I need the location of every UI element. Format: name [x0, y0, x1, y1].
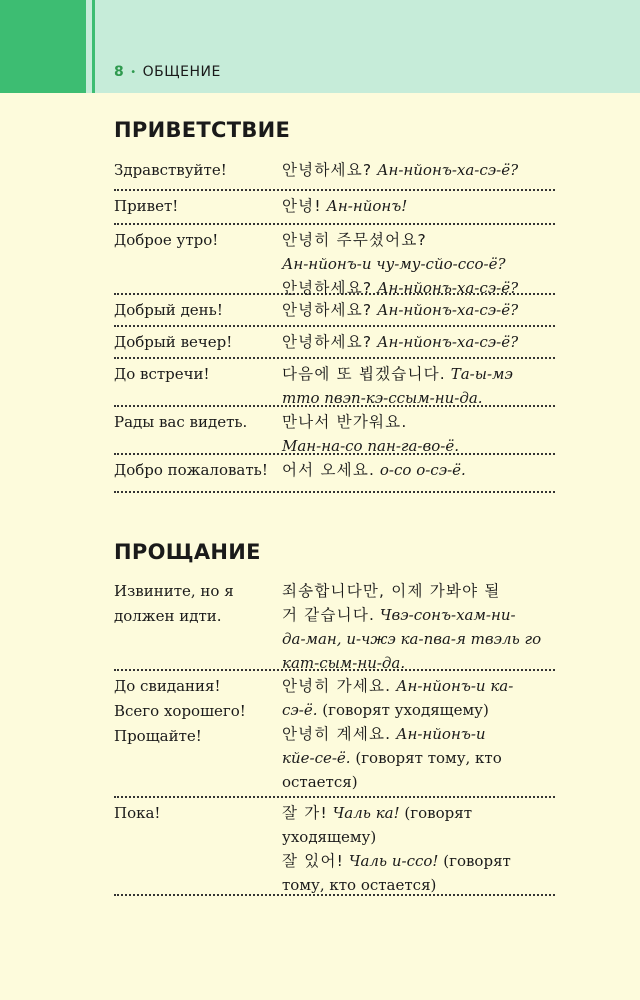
phrase-row	[114, 407, 555, 455]
phrase-row	[114, 191, 555, 225]
korean-text: 안녕히 계세요.	[282, 725, 392, 743]
phrase-row	[114, 295, 555, 327]
korean-translation	[282, 576, 555, 672]
korean-text: 다음에 또 뵙겠습니다.	[282, 365, 446, 383]
korean-text: 거 같습니다.	[282, 606, 376, 624]
usage-note: (говорят уходящему)	[322, 701, 489, 719]
russian-phrase-line: Извините, но я	[114, 582, 234, 600]
korean-translation	[282, 671, 555, 796]
transliteration: Ан-нйонъ!	[326, 197, 408, 215]
translation-line	[282, 771, 555, 793]
transliteration: Чаль ка!	[332, 804, 400, 822]
farewell-phrase-table	[114, 576, 555, 896]
phrase-row	[114, 798, 555, 896]
korean-translation	[282, 155, 555, 189]
korean-text: 잘 있어!	[282, 852, 345, 870]
russian-phrase: Добро пожаловать!	[114, 461, 268, 479]
translation-line	[282, 435, 555, 457]
usage-note: тому, кто остается)	[282, 876, 437, 894]
translation-line	[282, 363, 555, 385]
russian-phrase	[114, 671, 282, 796]
russian-phrase-line: Прощайте!	[114, 727, 202, 745]
korean-translation	[282, 191, 555, 223]
translation-line	[282, 580, 555, 602]
russian-phrase: Привет!	[114, 197, 179, 215]
russian-phrase	[114, 798, 282, 894]
transliteration: тто пвэп-кэ-ссым-ни-да.	[282, 389, 483, 407]
korean-text: 잘 가!	[282, 804, 328, 822]
korean-translation	[282, 327, 555, 357]
usage-note: (говорят тому, кто	[355, 749, 502, 767]
korean-text: 안녕히 주무셨어요?	[282, 231, 427, 249]
korean-translation	[282, 407, 555, 453]
transliteration: Ан-нйонъ-и	[396, 725, 486, 743]
korean-text: 어서 오세요.	[282, 461, 376, 479]
phrase-row	[114, 359, 555, 407]
russian-phrase-line: Пока!	[114, 804, 161, 822]
russian-phrase	[114, 576, 282, 669]
russian-phrase-line: должен идти.	[114, 607, 222, 625]
translation-line	[282, 195, 555, 217]
phrase-row	[114, 225, 555, 295]
translation-line	[282, 411, 555, 433]
russian-phrase: Рады вас видеть.	[114, 413, 248, 431]
translation-line	[282, 299, 555, 321]
transliteration: сэ-ё.	[282, 701, 318, 719]
korean-text: 안녕하세요?	[282, 301, 373, 319]
usage-note: (говорят	[404, 804, 472, 822]
phrase-row	[114, 327, 555, 359]
russian-phrase-line: До свидания!	[114, 677, 221, 695]
transliteration: кйе-се-ё.	[282, 749, 351, 767]
page-header	[0, 0, 640, 93]
russian-phrase: Доброе утро!	[114, 231, 219, 249]
korean-translation	[282, 295, 555, 325]
korean-translation	[282, 225, 555, 297]
korean-text: 죄송합니다만, 이제 가봐야 될	[282, 582, 501, 600]
korean-text: 안녕하세요?	[282, 333, 373, 351]
transliteration: Та-ы-мэ	[450, 365, 513, 383]
header-green-block	[0, 0, 86, 93]
transliteration: Ан-нйонъ-и чу-му-сйо-ссо-ё?	[282, 255, 506, 273]
translation-line	[282, 331, 555, 353]
korean-text: 안녕하세요?	[282, 161, 373, 179]
korean-translation	[282, 455, 555, 491]
korean-text: 만나서 반가워요.	[282, 413, 408, 431]
translation-line	[282, 826, 555, 848]
russian-phrase: Добрый день!	[114, 301, 223, 319]
translation-line	[282, 387, 555, 409]
translation-line	[282, 628, 555, 650]
translation-line	[282, 675, 555, 697]
transliteration: Ан-нйонъ-ха-сэ-ё?	[377, 333, 519, 351]
translation-line	[282, 459, 555, 481]
transliteration: Ан-нйонъ-ха-сэ-ё?	[377, 161, 519, 179]
transliteration: Чаль и-ссо!	[348, 852, 439, 870]
transliteration: Ан-нйонъ-и ка-	[396, 677, 514, 695]
translation-line	[282, 229, 555, 251]
russian-phrase: Добрый вечер!	[114, 333, 233, 351]
greeting-phrase-table	[114, 155, 555, 493]
phrase-row	[114, 455, 555, 493]
korean-text: 안녕!	[282, 197, 322, 215]
page-number: 8	[114, 64, 125, 80]
transliteration: Чвэ-сонъ-хам-ни-	[379, 606, 516, 624]
translation-line	[282, 747, 555, 769]
translation-line	[282, 253, 555, 275]
header-divider-line	[92, 0, 95, 93]
transliteration: Ан-нйонъ-ха-сэ-ё?	[377, 301, 519, 319]
usage-note: уходящему)	[282, 828, 377, 846]
russian-phrase: Здравствуйте!	[114, 161, 227, 179]
usage-note: остается)	[282, 773, 358, 791]
phrase-row	[114, 155, 555, 191]
translation-line	[282, 874, 555, 896]
section-title-greeting: ПРИВЕТСТВИЕ	[114, 118, 291, 142]
translation-line	[282, 723, 555, 745]
transliteration: Ан-нйонъ-ха-сэ-ё?	[377, 279, 519, 297]
section-title-farewell: ПРОЩАНИЕ	[114, 540, 261, 564]
bullet-separator: •	[130, 66, 137, 78]
translation-line	[282, 850, 555, 872]
transliteration: о-со о-сэ-ё.	[379, 461, 466, 479]
korean-text: 안녕하세요?	[282, 279, 373, 297]
transliteration: Ман-на-со пан-га-во-ё.	[282, 437, 459, 455]
korean-translation	[282, 798, 555, 894]
phrase-row	[114, 671, 555, 798]
running-head	[114, 64, 221, 80]
transliteration: да-ман, и-чжэ ка-пва-я твэль го	[282, 630, 542, 648]
korean-translation	[282, 359, 555, 405]
russian-phrase-line: Всего хорошего!	[114, 702, 246, 720]
chapter-title: ОБЩЕНИЕ	[142, 64, 221, 80]
phrase-row	[114, 576, 555, 671]
transliteration: кат-сым-ни-да.	[282, 654, 406, 672]
translation-line	[282, 604, 555, 626]
korean-text: 안녕히 가세요.	[282, 677, 392, 695]
usage-note: (говорят	[443, 852, 511, 870]
translation-line	[282, 699, 555, 721]
russian-phrase: До встречи!	[114, 365, 210, 383]
translation-line	[282, 159, 555, 181]
translation-line	[282, 802, 555, 824]
